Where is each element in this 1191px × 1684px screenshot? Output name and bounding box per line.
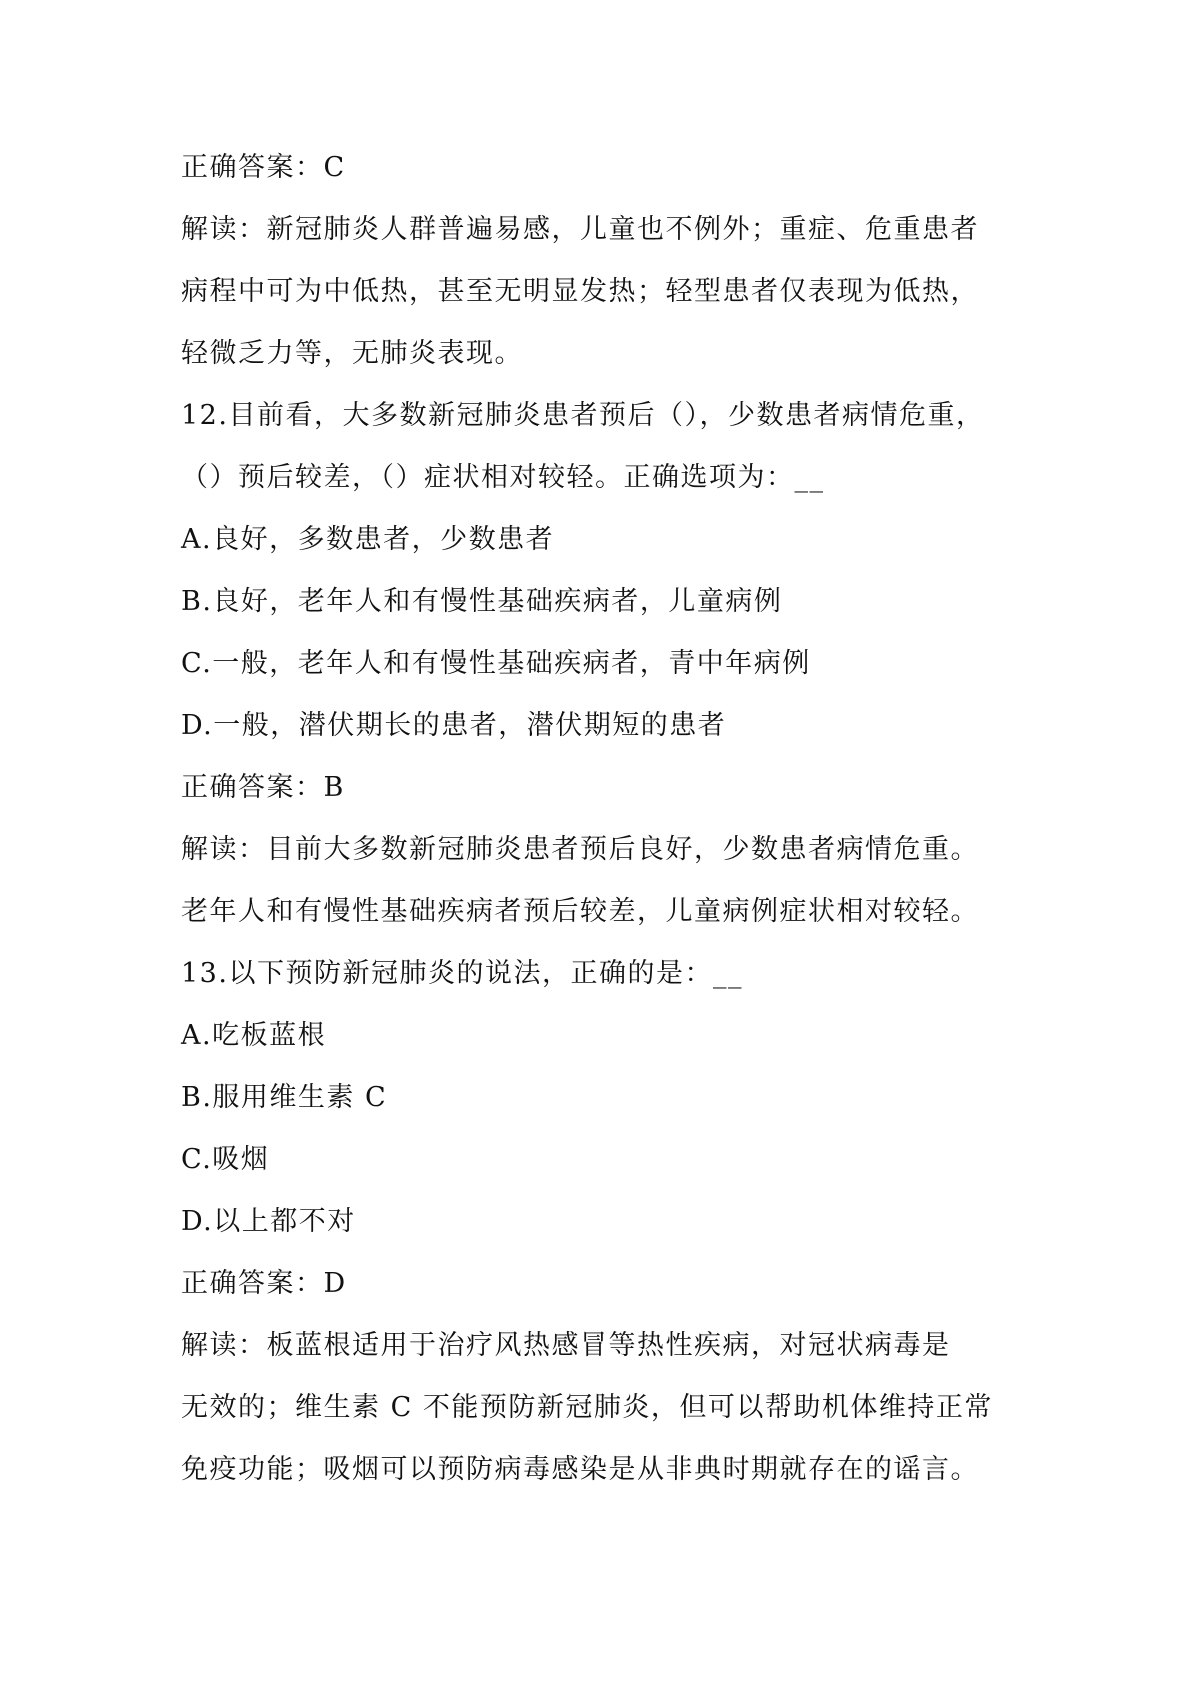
answer-line-12: 正确答案：B	[181, 772, 345, 803]
option-line: C.一般，老年人和有慢性基础疾病者，青中年病例	[181, 648, 811, 679]
option-line: A.吃板蓝根	[181, 1020, 327, 1051]
option-line: B.良好，老年人和有慢性基础疾病者，儿童病例	[181, 586, 783, 617]
answer-line-11: 正确答案：C	[181, 152, 346, 183]
question-13-line: 13.以下预防新冠肺炎的说法，正确的是：__	[181, 958, 743, 989]
explanation-line: 解读：新冠肺炎人群普遍易感，儿童也不例外；重症、危重患者	[181, 214, 979, 245]
option-line: D.一般，潜伏期长的患者，潜伏期短的患者	[181, 710, 727, 741]
explanation-line: 轻微乏力等，无肺炎表现。	[181, 338, 523, 369]
explanation-line: 免疫功能；吸烟可以预防病毒感染是从非典时期就存在的谣言。	[181, 1454, 979, 1485]
explanation-line: 老年人和有慢性基础疾病者预后较差，儿童病例症状相对较轻。	[181, 896, 979, 927]
option-line: D.以上都不对	[181, 1206, 356, 1237]
explanation-line: 解读：板蓝根适用于治疗风热感冒等热性疾病，对冠状病毒是	[181, 1330, 951, 1361]
option-line: B.服用维生素 C	[181, 1082, 388, 1113]
question-12-line: （）预后较差，（）症状相对较轻。正确选项为：__	[181, 462, 825, 493]
question-12-line: 12.目前看，大多数新冠肺炎患者预后（），少数患者病情危重，	[181, 400, 985, 431]
option-line: A.良好，多数患者，少数患者	[181, 524, 555, 555]
answer-line-13: 正确答案：D	[181, 1268, 347, 1299]
explanation-line: 无效的；维生素 C 不能预防新冠肺炎，但可以帮助机体维持正常	[181, 1392, 993, 1423]
option-line: C.吸烟	[181, 1144, 270, 1175]
explanation-line: 解读：目前大多数新冠肺炎患者预后良好，少数患者病情危重。	[181, 834, 979, 865]
explanation-line: 病程中可为中低热，甚至无明显发热；轻型患者仅表现为低热，	[181, 276, 979, 307]
